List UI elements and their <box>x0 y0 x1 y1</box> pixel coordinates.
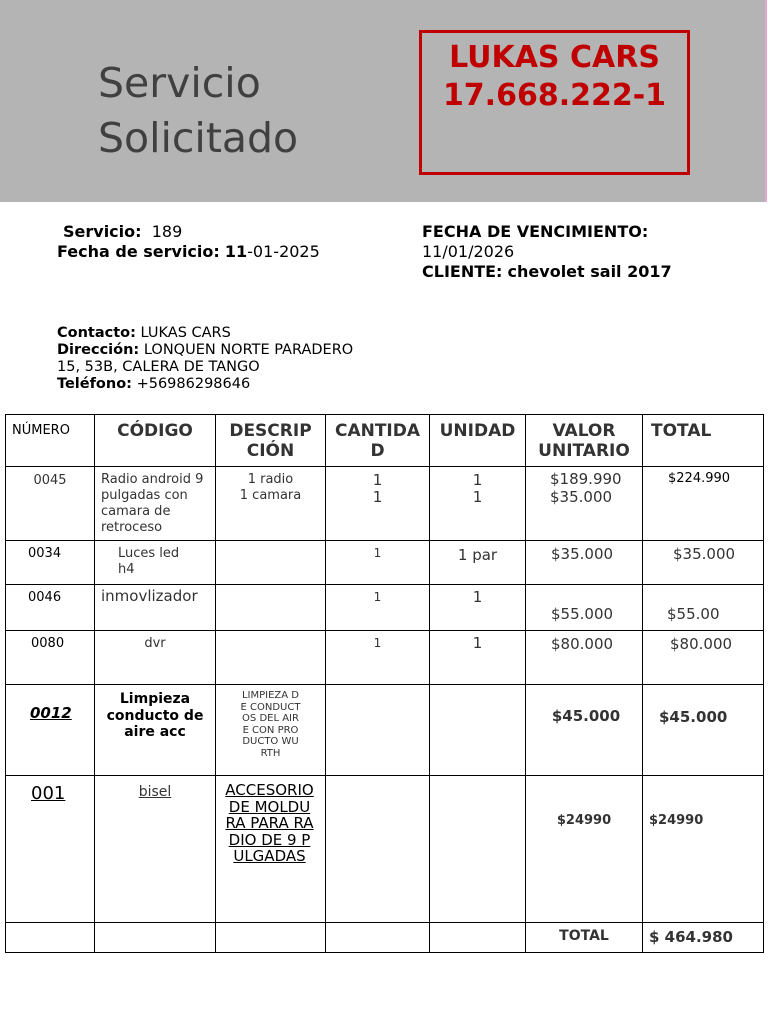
direccion-line-2: 15, 53B, CALERA DE TANGO <box>57 359 260 375</box>
cell-empty <box>430 923 526 953</box>
cell-descripcion: LIMPIEZA DE CONDUCTOS DEL AIRE CON PRODUCTO WURTH <box>216 685 326 776</box>
cell-valor: $80.000 <box>526 631 643 685</box>
cell-total: $80.000 <box>643 631 764 685</box>
cell-cantidad: 1 <box>326 631 430 685</box>
contacto-label: Contacto: <box>57 325 136 341</box>
items-table <box>5 414 764 953</box>
company-name: LUKAS CARS <box>449 40 660 75</box>
cell-valor: $45.000 <box>526 685 643 776</box>
cell-codigo: dvr <box>95 631 216 685</box>
cliente-value: chevolet sail 2017 <box>507 262 672 281</box>
cell-empty <box>95 923 216 953</box>
cell-unidad: 1 <box>430 631 526 685</box>
cell-numero: 0046 <box>6 585 95 631</box>
fecha-line <box>57 242 320 262</box>
cell-descripcion: 1 radio 1 camara <box>216 467 326 541</box>
cell-unidad <box>430 685 526 776</box>
cell-total: $55.00 <box>643 585 764 631</box>
cell-codigo: Limpieza conducto de aire acc <box>95 685 216 776</box>
header-total: TOTAL <box>643 415 764 467</box>
cell-descripcion <box>216 541 326 585</box>
telefono-value: +56986298646 <box>136 376 251 392</box>
cell-numero: 0080 <box>6 631 95 685</box>
cell-valor: $55.000 <box>526 585 643 631</box>
cell-descripcion: ACCESORIO DE MOLDURA PARA RADIO DE 9 PULGADAS <box>216 776 326 923</box>
cell-unidad: 1 <box>430 585 526 631</box>
table-row <box>6 467 764 541</box>
fecha-label: Fecha de servicio: <box>57 242 220 261</box>
cell-total: $24990 <box>643 776 764 923</box>
cell-total: $224.990 <box>643 467 764 541</box>
table-header-row <box>6 415 764 467</box>
header-cantidad: CANTIDAD <box>326 415 430 467</box>
header-codigo: CÓDIGO <box>95 415 216 467</box>
page-title <box>98 56 298 166</box>
cell-total: $45.000 <box>643 685 764 776</box>
fecha-rest: -01-2025 <box>247 242 320 261</box>
cell-codigo: inmovlizador <box>95 585 216 631</box>
cell-empty <box>326 923 430 953</box>
contacto-value: LUKAS CARS <box>140 325 231 341</box>
title-line-2: Solicitado <box>98 114 299 162</box>
header-descripcion: DESCRIPCIÓN <box>216 415 326 467</box>
title-line-1: Servicio <box>98 59 261 107</box>
cell-codigo: Radio android 9 pulgadas con camara de retroceso <box>95 467 216 541</box>
cell-total: $35.000 <box>643 541 764 585</box>
edge-line <box>765 0 767 202</box>
cell-codigo: bisel <box>95 776 216 923</box>
cell-empty <box>216 923 326 953</box>
table-row <box>6 541 764 585</box>
cell-codigo: Luces led h4 <box>95 541 216 585</box>
cell-cantidad <box>326 685 430 776</box>
cell-cantidad: 1 <box>326 585 430 631</box>
cell-descripcion <box>216 585 326 631</box>
header-unidad: UNIDAD <box>430 415 526 467</box>
cliente-label: CLIENTE: <box>422 262 503 281</box>
cell-cantidad <box>326 776 430 923</box>
vencimiento-block <box>422 222 692 282</box>
cell-empty <box>6 923 95 953</box>
total-value: $ 464.980 <box>643 923 764 953</box>
cell-numero: 001 <box>6 776 95 923</box>
company-box <box>419 30 690 175</box>
vencimiento-value: 11/01/2026 <box>422 242 515 261</box>
cell-unidad: 1 par <box>430 541 526 585</box>
company-rut: 17.668.222-1 <box>442 78 667 113</box>
cell-cantidad: 1 1 <box>326 467 430 541</box>
table-row <box>6 776 764 923</box>
contact-block <box>57 325 353 393</box>
servicio-line <box>63 222 182 242</box>
servicio-value: 189 <box>151 222 183 241</box>
table-row <box>6 585 764 631</box>
table-row <box>6 631 764 685</box>
table-row <box>6 685 764 776</box>
cell-cantidad: 1 <box>326 541 430 585</box>
fecha-day: 11 <box>224 242 248 261</box>
cell-descripcion <box>216 631 326 685</box>
cell-valor: $24990 <box>526 776 643 923</box>
vencimiento-label: FECHA DE VENCIMIENTO: <box>422 222 649 241</box>
cell-numero: 0045 <box>6 467 95 541</box>
cell-numero: 0034 <box>6 541 95 585</box>
direccion-label: Dirección: <box>57 342 140 358</box>
total-label: TOTAL <box>526 923 643 953</box>
header-valor: VALOR UNITARIO <box>526 415 643 467</box>
direccion-line-1: LONQUEN NORTE PARADERO <box>143 342 354 358</box>
cell-unidad <box>430 776 526 923</box>
cell-valor: $189.990 $35.000 <box>526 467 643 541</box>
servicio-label: Servicio: <box>63 222 142 241</box>
telefono-label: Teléfono: <box>57 376 132 392</box>
table-total-row <box>6 923 764 953</box>
header-numero: NÚMERO <box>6 415 95 467</box>
cell-numero: 0012 <box>6 685 95 776</box>
cell-unidad: 1 1 <box>430 467 526 541</box>
cell-valor: $35.000 <box>526 541 643 585</box>
